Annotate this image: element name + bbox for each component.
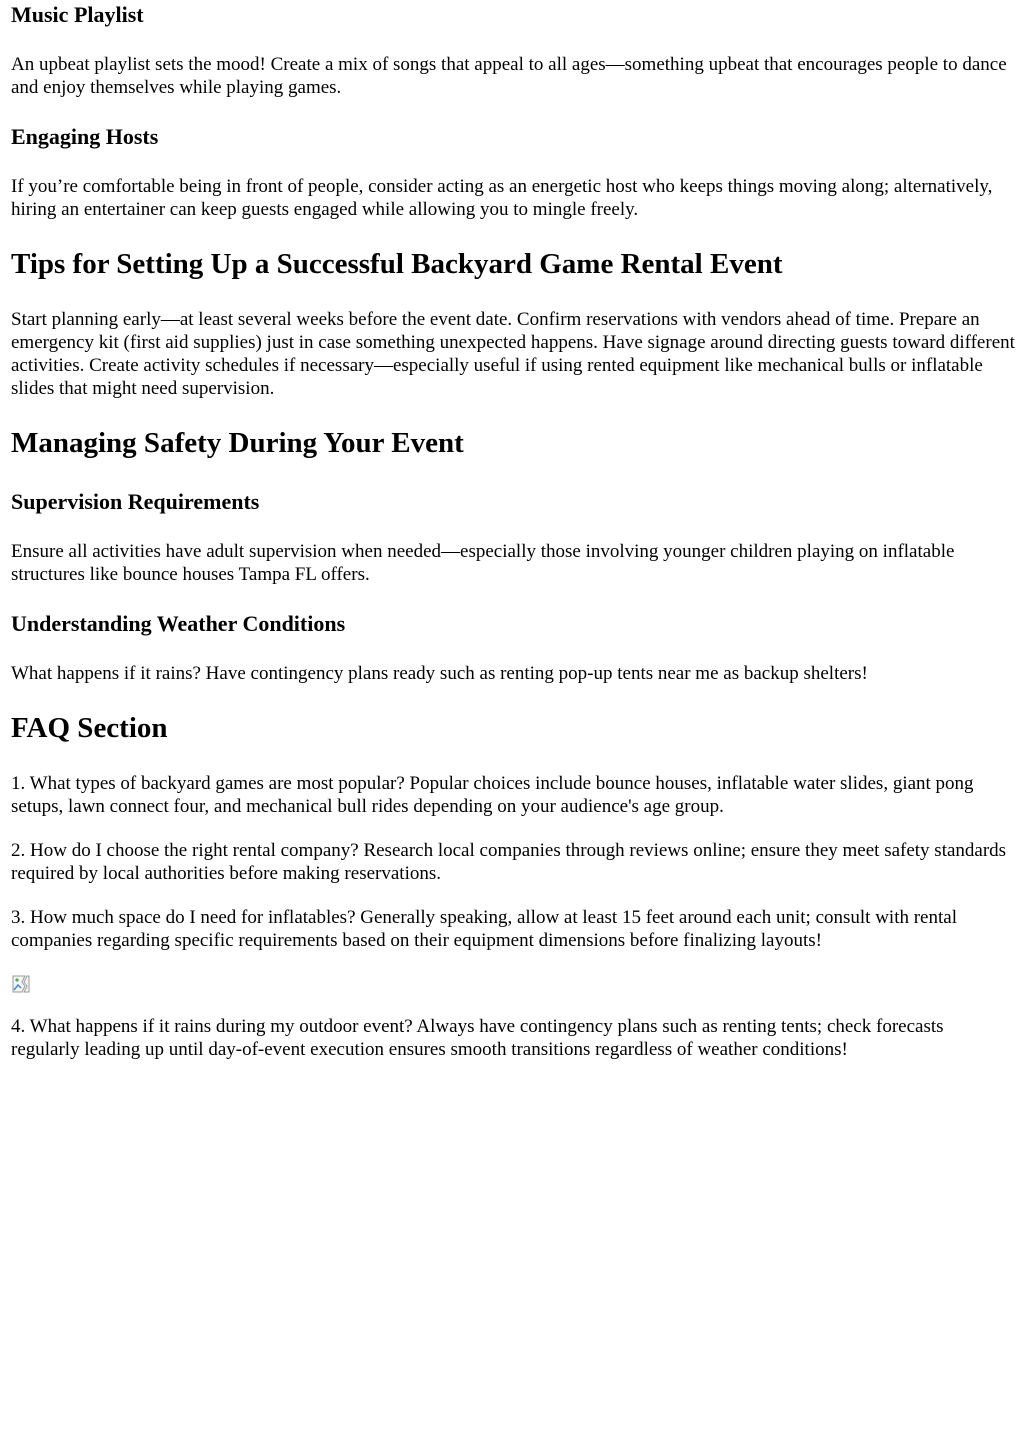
faq-item: 3. How much space do I need for inflatables? Generally speaking, allow at least 15 feet around each unit; consult with rental companies regarding specific requirements based on their equipment dimensions before finalizing layouts! [11, 907, 957, 951]
faq-item: 2. How do I choose the right rental company? Research local companies through reviews online; ensure they meet safety standards required by local authorities before making reservations. [11, 840, 1007, 884]
faq-item: 1. What types of backyard games are most popular? Popular choices include bounce houses, inflatable water slides, giant pong setups, lawn connect four, and mechanical bull rides depending on your audience's age group. [11, 773, 974, 817]
broken-image-icon [11, 974, 31, 994]
safety-heading: Managing Safety During Your Event [11, 427, 464, 459]
music-playlist-paragraph: An upbeat playlist sets the mood! Create a mix of songs that appeal to all ages—something upbeat that encourages people to dance and enjoy themselves while playing games. [11, 54, 1007, 98]
engaging-hosts-heading: Engaging Hosts [11, 124, 159, 149]
faq-item: 4. What happens if it rains during my outdoor event? Always have contingency plans such as renting tents; check forecasts regularly leading up until day-of-event execution ensures smooth transitions regardless of weather conditions! [11, 1016, 944, 1060]
faq-heading: FAQ Section [11, 712, 168, 744]
engaging-hosts-paragraph: If you’re comfortable being in front of people, consider acting as an energetic host who keeps things moving along; alternatively, hiring an entertainer can keep guests engaged while allowing you to mingle freely. [11, 176, 993, 220]
broken-image-icon-graphic [11, 974, 31, 994]
tips-heading: Tips for Setting Up a Successful Backyard Game Rental Event [11, 248, 783, 280]
weather-paragraph: What happens if it rains? Have contingency plans ready such as renting pop-up tents near me as backup shelters! [11, 663, 868, 684]
weather-heading: Understanding Weather Conditions [11, 611, 346, 636]
supervision-paragraph: Ensure all activities have adult supervision when needed—especially those involving younger children playing on inflatable structures like bounce houses Tampa FL offers. [11, 541, 955, 585]
music-playlist-heading: Music Playlist [11, 2, 144, 27]
supervision-heading: Supervision Requirements [11, 489, 260, 514]
tips-paragraph: Start planning early—at least several weeks before the event date. Confirm reservations with vendors ahead of time. Prepare an emergency kit (first aid supplies) just in case something unexpected happens. Have signage around directing guests toward different activities. Create activity schedules if necessary—especially useful if using rented equipment like mechanical bulls or inflatable slides that might need supervision. [11, 309, 1015, 399]
